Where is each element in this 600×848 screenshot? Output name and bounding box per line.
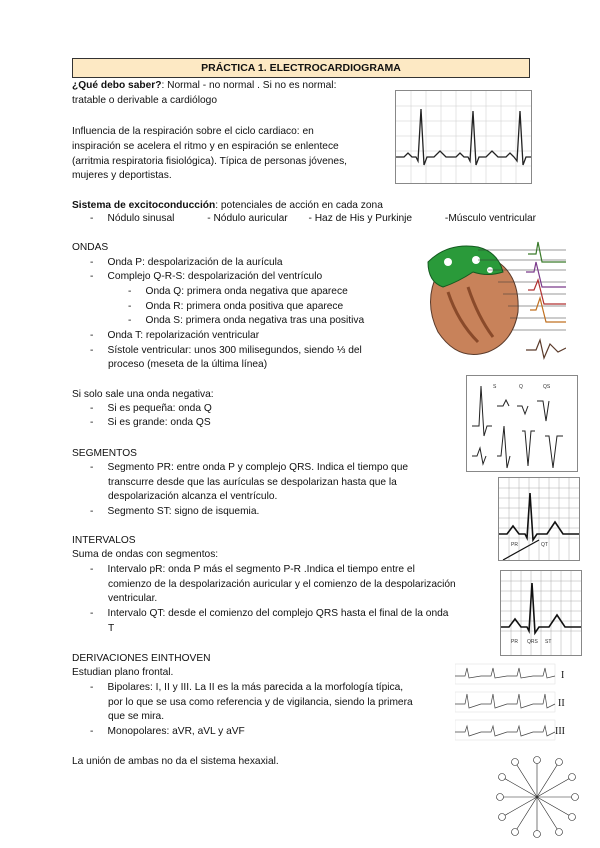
list-item: por lo que se usa como referencia y de vigilancia, siendo la primera bbox=[108, 697, 413, 708]
list-item: despolarización alcanza el ventrículo. bbox=[108, 491, 278, 502]
list-item: - Onda P: despolarización de la aurícula bbox=[90, 257, 283, 268]
final-text: La unión de ambas no da el sistema hexaxial. bbox=[72, 756, 279, 767]
lead-label: I bbox=[561, 670, 565, 681]
system-heading: Sistema de excitoconducción: potenciales de acción en cada zona bbox=[72, 200, 383, 211]
list-item: comienzo de la despolarización auricular y el comienzo de la despolarización bbox=[108, 579, 456, 590]
respiration-text: mujeres y deportistas. bbox=[72, 170, 172, 181]
svg-text:QT: QT bbox=[541, 542, 548, 548]
list-item: - Sístole ventricular: unos 300 milisegundos, siendo ⅓ del bbox=[90, 345, 362, 356]
intervalos-heading: INTERVALOS bbox=[72, 535, 136, 546]
list-item: - Si es pequeña: onda Q bbox=[90, 403, 212, 414]
ondas-heading: ONDAS bbox=[72, 242, 109, 253]
list-item: proceso (meseta de la última línea) bbox=[108, 359, 268, 370]
list-item: - Intervalo pR: onda P más el segmento P-R .Indica el tiempo entre el bbox=[90, 564, 415, 575]
system-items: - Nódulo sinusal - Nódulo auricular - Haz de His y Purkinje -Músculo ventricular bbox=[90, 213, 537, 224]
list-item: ventricular. bbox=[108, 593, 158, 604]
svg-text:PR: PR bbox=[511, 542, 518, 548]
heart-conduction-diagram bbox=[418, 232, 566, 367]
lead-strips-figure bbox=[455, 662, 570, 744]
list-item: - Monopolares: aVR, aVL y aVF bbox=[90, 726, 245, 737]
list-item: - Onda T: repolarización ventricular bbox=[90, 330, 260, 341]
page-title: PRÁCTICA 1. ELECTROCARDIOGRAMA bbox=[72, 58, 530, 78]
list-item: - Complejo Q-R-S: despolarización del ventrículo bbox=[90, 271, 323, 282]
list-item: - Onda Q: primera onda negativa que aparece bbox=[128, 286, 348, 297]
list-item: - Si es grande: onda QS bbox=[90, 417, 211, 428]
respiration-text: Influencia de la respiración sobre el ciclo cardiaco: en bbox=[72, 126, 314, 137]
hexaxial-diagram bbox=[490, 752, 585, 842]
list-item: - Onda R: primera onda positiva que aparece bbox=[128, 301, 344, 312]
svg-text:S: S bbox=[493, 384, 497, 390]
list-item: T bbox=[108, 623, 115, 634]
intervalos-line: Suma de ondas con segmentos: bbox=[72, 549, 219, 560]
intro-line: tratable o derivable a cardiólogo bbox=[72, 95, 217, 106]
segmentos-heading: SEGMENTOS bbox=[72, 448, 137, 459]
svg-text:PR: PR bbox=[511, 639, 518, 645]
respiration-text: (arritmia respiratoria fisiológica). Típica de personas jóvenes, bbox=[72, 156, 347, 167]
list-item: - Segmento PR: entre onda P y complejo QRS. Indica el tiempo que bbox=[90, 462, 409, 473]
intervals-grid-figure bbox=[500, 570, 582, 656]
svg-text:QS: QS bbox=[543, 384, 551, 390]
list-item: transcurre desde que las aurículas se despolarizan hasta que la bbox=[108, 477, 397, 488]
list-item: - Intervalo QT: desde el comienzo del complejo QRS hasta el final de la onda bbox=[90, 608, 449, 619]
lead-label: III bbox=[555, 726, 565, 737]
lead-label: II bbox=[558, 698, 565, 709]
qrs-morphologies-figure bbox=[466, 375, 578, 472]
respiration-text: inspiración se acelera el ritmo y en espiración se enlentece bbox=[72, 141, 339, 152]
svg-text:Q: Q bbox=[519, 384, 523, 390]
negative-wave-line: Si solo sale una onda negativa: bbox=[72, 389, 214, 400]
derivaciones-heading: DERIVACIONES EINTHOVEN bbox=[72, 653, 211, 664]
svg-text:QRS: QRS bbox=[527, 639, 538, 645]
list-item: - Bipolares: I, II y III. La II es la más parecida a la morfología típica, bbox=[90, 682, 404, 693]
derivaciones-line: Estudian plano frontal. bbox=[72, 667, 174, 678]
list-item: - Segmento ST: signo de isquemia. bbox=[90, 506, 260, 517]
ecg-rhythm-strip bbox=[395, 90, 532, 184]
intro-question: ¿Qué debo saber?: Normal - no normal . Si no es normal: bbox=[72, 80, 337, 91]
list-item: que se mira. bbox=[108, 711, 165, 722]
segments-grid-figure bbox=[498, 477, 580, 561]
svg-text:ST: ST bbox=[545, 639, 552, 645]
list-item: - Onda S: primera onda negativa tras una positiva bbox=[128, 315, 365, 326]
